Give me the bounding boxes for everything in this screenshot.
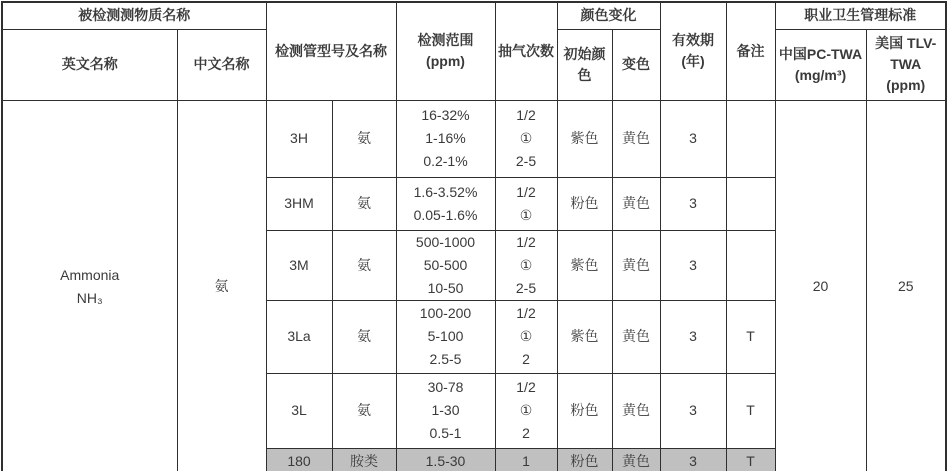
cell-remark: T <box>726 448 775 471</box>
range-line: 0.05-1.6% <box>413 206 478 223</box>
cell-initial-color: 粉色 <box>557 373 612 448</box>
strokes-line: 2-5 <box>515 153 537 169</box>
header-us-tlv-twa-unit: (ppm) <box>886 77 926 93</box>
range-line: 2.5-5 <box>429 351 462 367</box>
strokes-line: ① <box>519 256 533 273</box>
range-line: 500-1000 <box>415 233 476 250</box>
cell-initial-color: 紫色 <box>557 300 612 373</box>
cell-pump-strokes <box>495 100 557 177</box>
header-color-change-group: 颜色变化 <box>557 2 660 29</box>
cell-remark: T <box>726 373 775 448</box>
cell-detection-range <box>396 230 495 300</box>
cell-remark <box>726 177 775 230</box>
header-us-tlv-twa <box>866 29 946 100</box>
cell-tube-model: 3L <box>266 373 332 448</box>
cell-changed-color: 黄色 <box>612 177 660 230</box>
header-china-pc-twa <box>775 29 866 100</box>
cell-changed-color: 黄色 <box>612 373 660 448</box>
cell-remark: T <box>726 300 775 373</box>
cell-remark <box>726 230 775 300</box>
cell-tube-model: 3HM <box>266 177 332 230</box>
detection-tube-spec-table <box>1 1 947 471</box>
strokes-line: ① <box>519 206 533 223</box>
strokes-line: 1/2 <box>516 183 536 200</box>
cell-china-pc-twa-value: 20 <box>775 100 866 471</box>
range-line: 30-78 <box>427 379 464 395</box>
cell-tube-model: 3H <box>266 100 332 177</box>
header-validity-label: 有效期 <box>672 32 714 49</box>
cell-tube-name: 氨 <box>332 230 396 300</box>
cell-detection-range <box>396 300 495 373</box>
cell-validity: 3 <box>660 300 726 373</box>
cell-pump-strokes <box>495 177 557 230</box>
range-line: 5-100 <box>427 328 464 344</box>
cell-detection-range <box>396 373 495 448</box>
header-chinese-name: 中文名称 <box>177 29 266 100</box>
header-validity <box>660 2 726 100</box>
range-line: 10-50 <box>427 279 464 296</box>
cell-detection-range <box>396 177 495 230</box>
cell-changed-color: 黄色 <box>612 300 660 373</box>
cell-changed-color: 黄色 <box>612 448 660 471</box>
strokes-line: 1/2 <box>516 107 536 123</box>
strokes-line: 2-5 <box>515 279 537 296</box>
header-detection-range-unit: (ppm) <box>426 53 465 70</box>
cell-initial-color: 紫色 <box>557 100 612 177</box>
header-remark: 备注 <box>726 2 775 100</box>
cell-pump-strokes <box>495 230 557 300</box>
header-english-name: 英文名称 <box>2 29 177 100</box>
header-china-pc-twa-label: 中国PC-TWA <box>778 45 863 62</box>
cell-pump-strokes <box>495 300 557 373</box>
cell-validity: 3 <box>660 230 726 300</box>
header-detection-range-label: 检测范围 <box>417 32 474 49</box>
cell-tube-name: 胺类 <box>332 448 396 471</box>
cell-tube-name: 氨 <box>332 177 396 230</box>
english-name-line1: Ammonia <box>60 266 120 283</box>
cell-validity: 3 <box>660 177 726 230</box>
strokes-line: ① <box>519 402 533 418</box>
cell-tube-model: 3M <box>266 230 332 300</box>
header-standard-group: 职业卫生管理标准 <box>775 2 946 29</box>
strokes-line: 2 <box>522 425 530 441</box>
cell-tube-model: 3La <box>266 300 332 373</box>
cell-initial-color: 粉色 <box>557 448 612 471</box>
cell-pump-strokes: 1 <box>495 448 557 471</box>
cell-changed-color: 黄色 <box>612 230 660 300</box>
header-row-1 <box>2 2 946 29</box>
cell-us-tlv-twa-value: 25 <box>866 100 946 471</box>
cell-initial-color: 粉色 <box>557 177 612 230</box>
cell-chinese-name: 氨 <box>177 100 266 471</box>
header-validity-unit: (年) <box>681 53 705 70</box>
cell-validity: 3 <box>660 373 726 448</box>
range-line: 100-200 <box>419 305 472 321</box>
range-line: 0.2-1% <box>423 153 468 169</box>
strokes-line: 1/2 <box>516 379 536 395</box>
cell-tube-name: 氨 <box>332 100 396 177</box>
range-line: 50-500 <box>423 256 468 273</box>
cell-changed-color: 黄色 <box>612 100 660 177</box>
header-detection-range <box>396 2 495 100</box>
cell-detection-range: 1.5-30 <box>396 448 495 471</box>
header-tube-model-name: 检测管型号及名称 <box>266 2 396 100</box>
header-substance-group: 被检测测物质名称 <box>2 2 266 29</box>
cell-validity: 3 <box>660 100 726 177</box>
range-line: 0.5-1 <box>429 425 462 441</box>
range-line: 1-30 <box>431 402 460 418</box>
strokes-line: 1/2 <box>516 233 536 250</box>
strokes-line: 1/2 <box>516 305 536 321</box>
table-row-3h <box>2 100 946 177</box>
range-line: 1.6-3.52% <box>413 183 478 200</box>
strokes-line: 2 <box>522 351 530 367</box>
header-us-tlv-twa-label: 美国 TLV-TWA <box>875 35 937 72</box>
strokes-line: ① <box>519 328 533 344</box>
header-pump-strokes: 抽气次数 <box>495 2 557 100</box>
cell-english-name <box>2 100 177 471</box>
cell-validity: 3 <box>660 448 726 471</box>
cell-remark <box>726 100 775 177</box>
header-china-pc-twa-unit: (mg/m³) <box>794 66 847 83</box>
cell-tube-name: 氨 <box>332 373 396 448</box>
cell-tube-name: 氨 <box>332 300 396 373</box>
header-initial-color: 初始颜色 <box>557 29 612 100</box>
cell-initial-color: 紫色 <box>557 230 612 300</box>
english-name-line2: NH₃ <box>76 289 103 306</box>
range-line: 16-32% <box>421 107 470 123</box>
cell-tube-model: 180 <box>266 448 332 471</box>
range-line: 1-16% <box>425 130 466 146</box>
strokes-line: ① <box>519 130 533 146</box>
header-changed-color: 变色 <box>612 29 660 100</box>
cell-detection-range <box>396 100 495 177</box>
cell-pump-strokes <box>495 373 557 448</box>
